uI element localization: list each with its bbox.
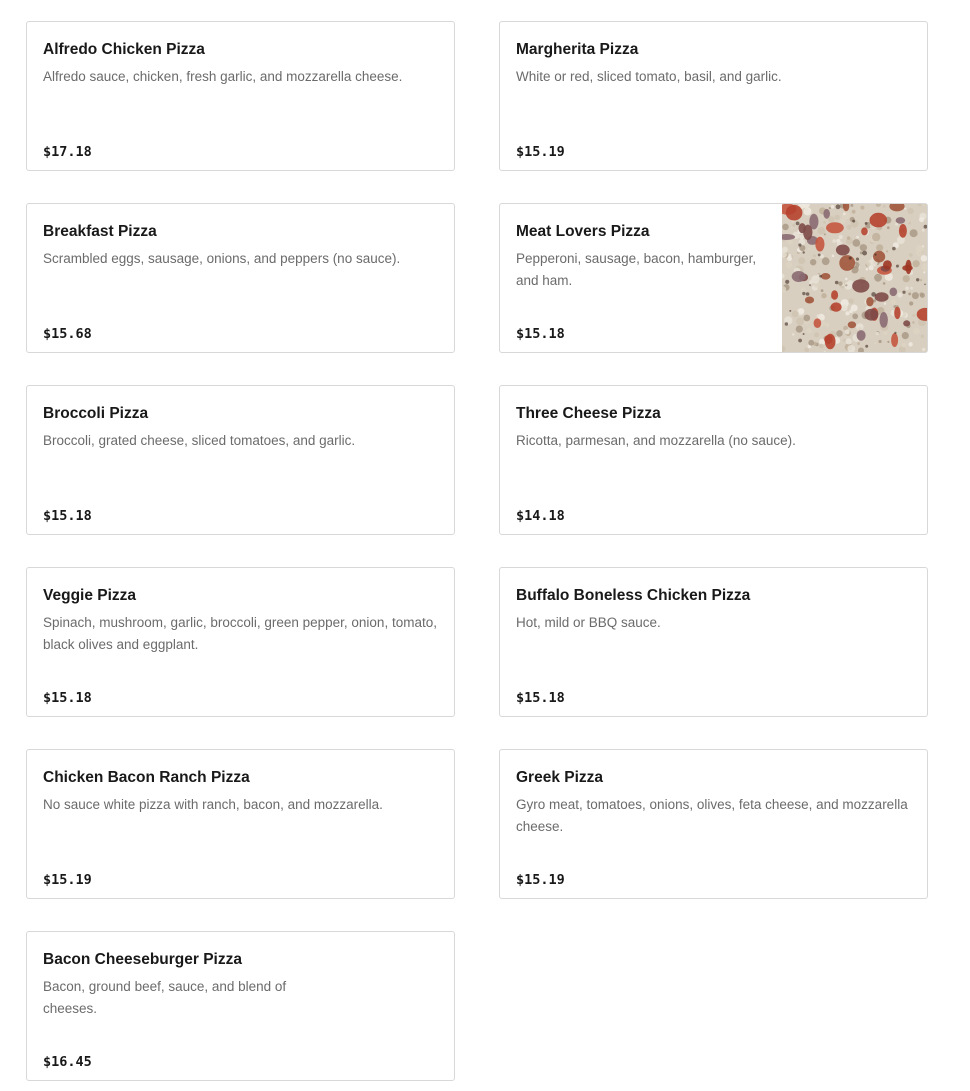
menu-item-info (43, 404, 438, 534)
menu-item-description: White or red, sliced tomato, basil, and garlic. (516, 69, 782, 84)
menu-item-price: $15.18 (43, 690, 92, 706)
menu-item-name: Bacon Cheeseburger Pizza (43, 951, 242, 968)
menu-item-name: Buffalo Boneless Chicken Pizza (516, 587, 751, 604)
menu-item-description: Ricotta, parmesan, and mozzarella (no sauce). (516, 433, 796, 448)
menu-item-name: Three Cheese Pizza (516, 405, 661, 422)
meat-lovers-pizza-photo[interactable] (782, 204, 927, 352)
menu-item-card[interactable] (499, 385, 928, 535)
menu-item-card[interactable] (26, 749, 455, 899)
menu-item-name: Broccoli Pizza (43, 405, 149, 422)
menu-item-info (43, 222, 438, 352)
menu-item-description: Broccoli, grated cheese, sliced tomatoes, and garlic. (43, 433, 356, 448)
menu-item-description: No sauce white pizza with ranch, bacon, and mozzarella. (43, 797, 383, 812)
menu-item-price: $16.45 (43, 1054, 92, 1070)
menu-item-info (43, 768, 438, 898)
menu-item-price: $15.19 (43, 872, 92, 888)
menu-item-name: Chicken Bacon Ranch Pizza (43, 769, 250, 786)
menu-item-card[interactable] (26, 21, 455, 171)
menu-item-info (516, 586, 911, 716)
menu-item-price: $14.18 (516, 508, 565, 524)
menu-item-name: Breakfast Pizza (43, 223, 157, 240)
menu-item-price: $15.19 (516, 872, 565, 888)
menu-item-card[interactable] (26, 385, 455, 535)
menu-item-card[interactable] (499, 567, 928, 717)
menu-item-name: Margherita Pizza (516, 41, 639, 58)
menu-item-card[interactable] (26, 931, 455, 1081)
menu-item-price: $15.68 (43, 326, 92, 342)
menu-item-card[interactable] (26, 567, 455, 717)
menu-item-name: Alfredo Chicken Pizza (43, 41, 205, 58)
menu-item-card[interactable] (499, 203, 928, 353)
menu-item-price: $15.18 (516, 690, 565, 706)
pizza-photo-image (782, 204, 927, 352)
menu-item-description: Bacon, ground beef, sauce, and blend of cheeses. (43, 979, 287, 1016)
menu-item-price: $15.18 (516, 326, 565, 342)
menu-item-description: Scrambled eggs, sausage, onions, and peppers (no sauce). (43, 251, 401, 266)
menu-item-price: $15.18 (43, 508, 92, 524)
menu-item-info (43, 586, 438, 716)
menu-item-price: $15.19 (516, 144, 565, 160)
menu-item-description: Spinach, mushroom, garlic, broccoli, green pepper, onion, tomato, black olives and eggplant. (43, 615, 437, 652)
menu-item-name: Meat Lovers Pizza (516, 223, 650, 240)
menu-item-description: Hot, mild or BBQ sauce. (516, 615, 661, 630)
menu-item-name: Greek Pizza (516, 769, 604, 786)
menu-item-info (516, 768, 911, 898)
menu-item-card[interactable] (499, 21, 928, 171)
menu-item-card[interactable] (26, 203, 455, 353)
menu-item-info (43, 40, 438, 170)
menu-item-card[interactable] (499, 749, 928, 899)
menu-item-info (516, 404, 911, 534)
menu-item-description: Gyro meat, tomatoes, onions, olives, feta cheese, and mozzarella cheese. (516, 797, 908, 834)
menu-item-description: Alfredo sauce, chicken, fresh garlic, and mozzarella cheese. (43, 69, 403, 84)
menu-item-info (516, 40, 911, 170)
menu-item-name: Veggie Pizza (43, 587, 137, 604)
menu-item-description: Pepperoni, sausage, bacon, hamburger, and ham. (516, 251, 757, 288)
menu-grid (26, 21, 928, 1081)
menu-item-price: $17.18 (43, 144, 92, 160)
